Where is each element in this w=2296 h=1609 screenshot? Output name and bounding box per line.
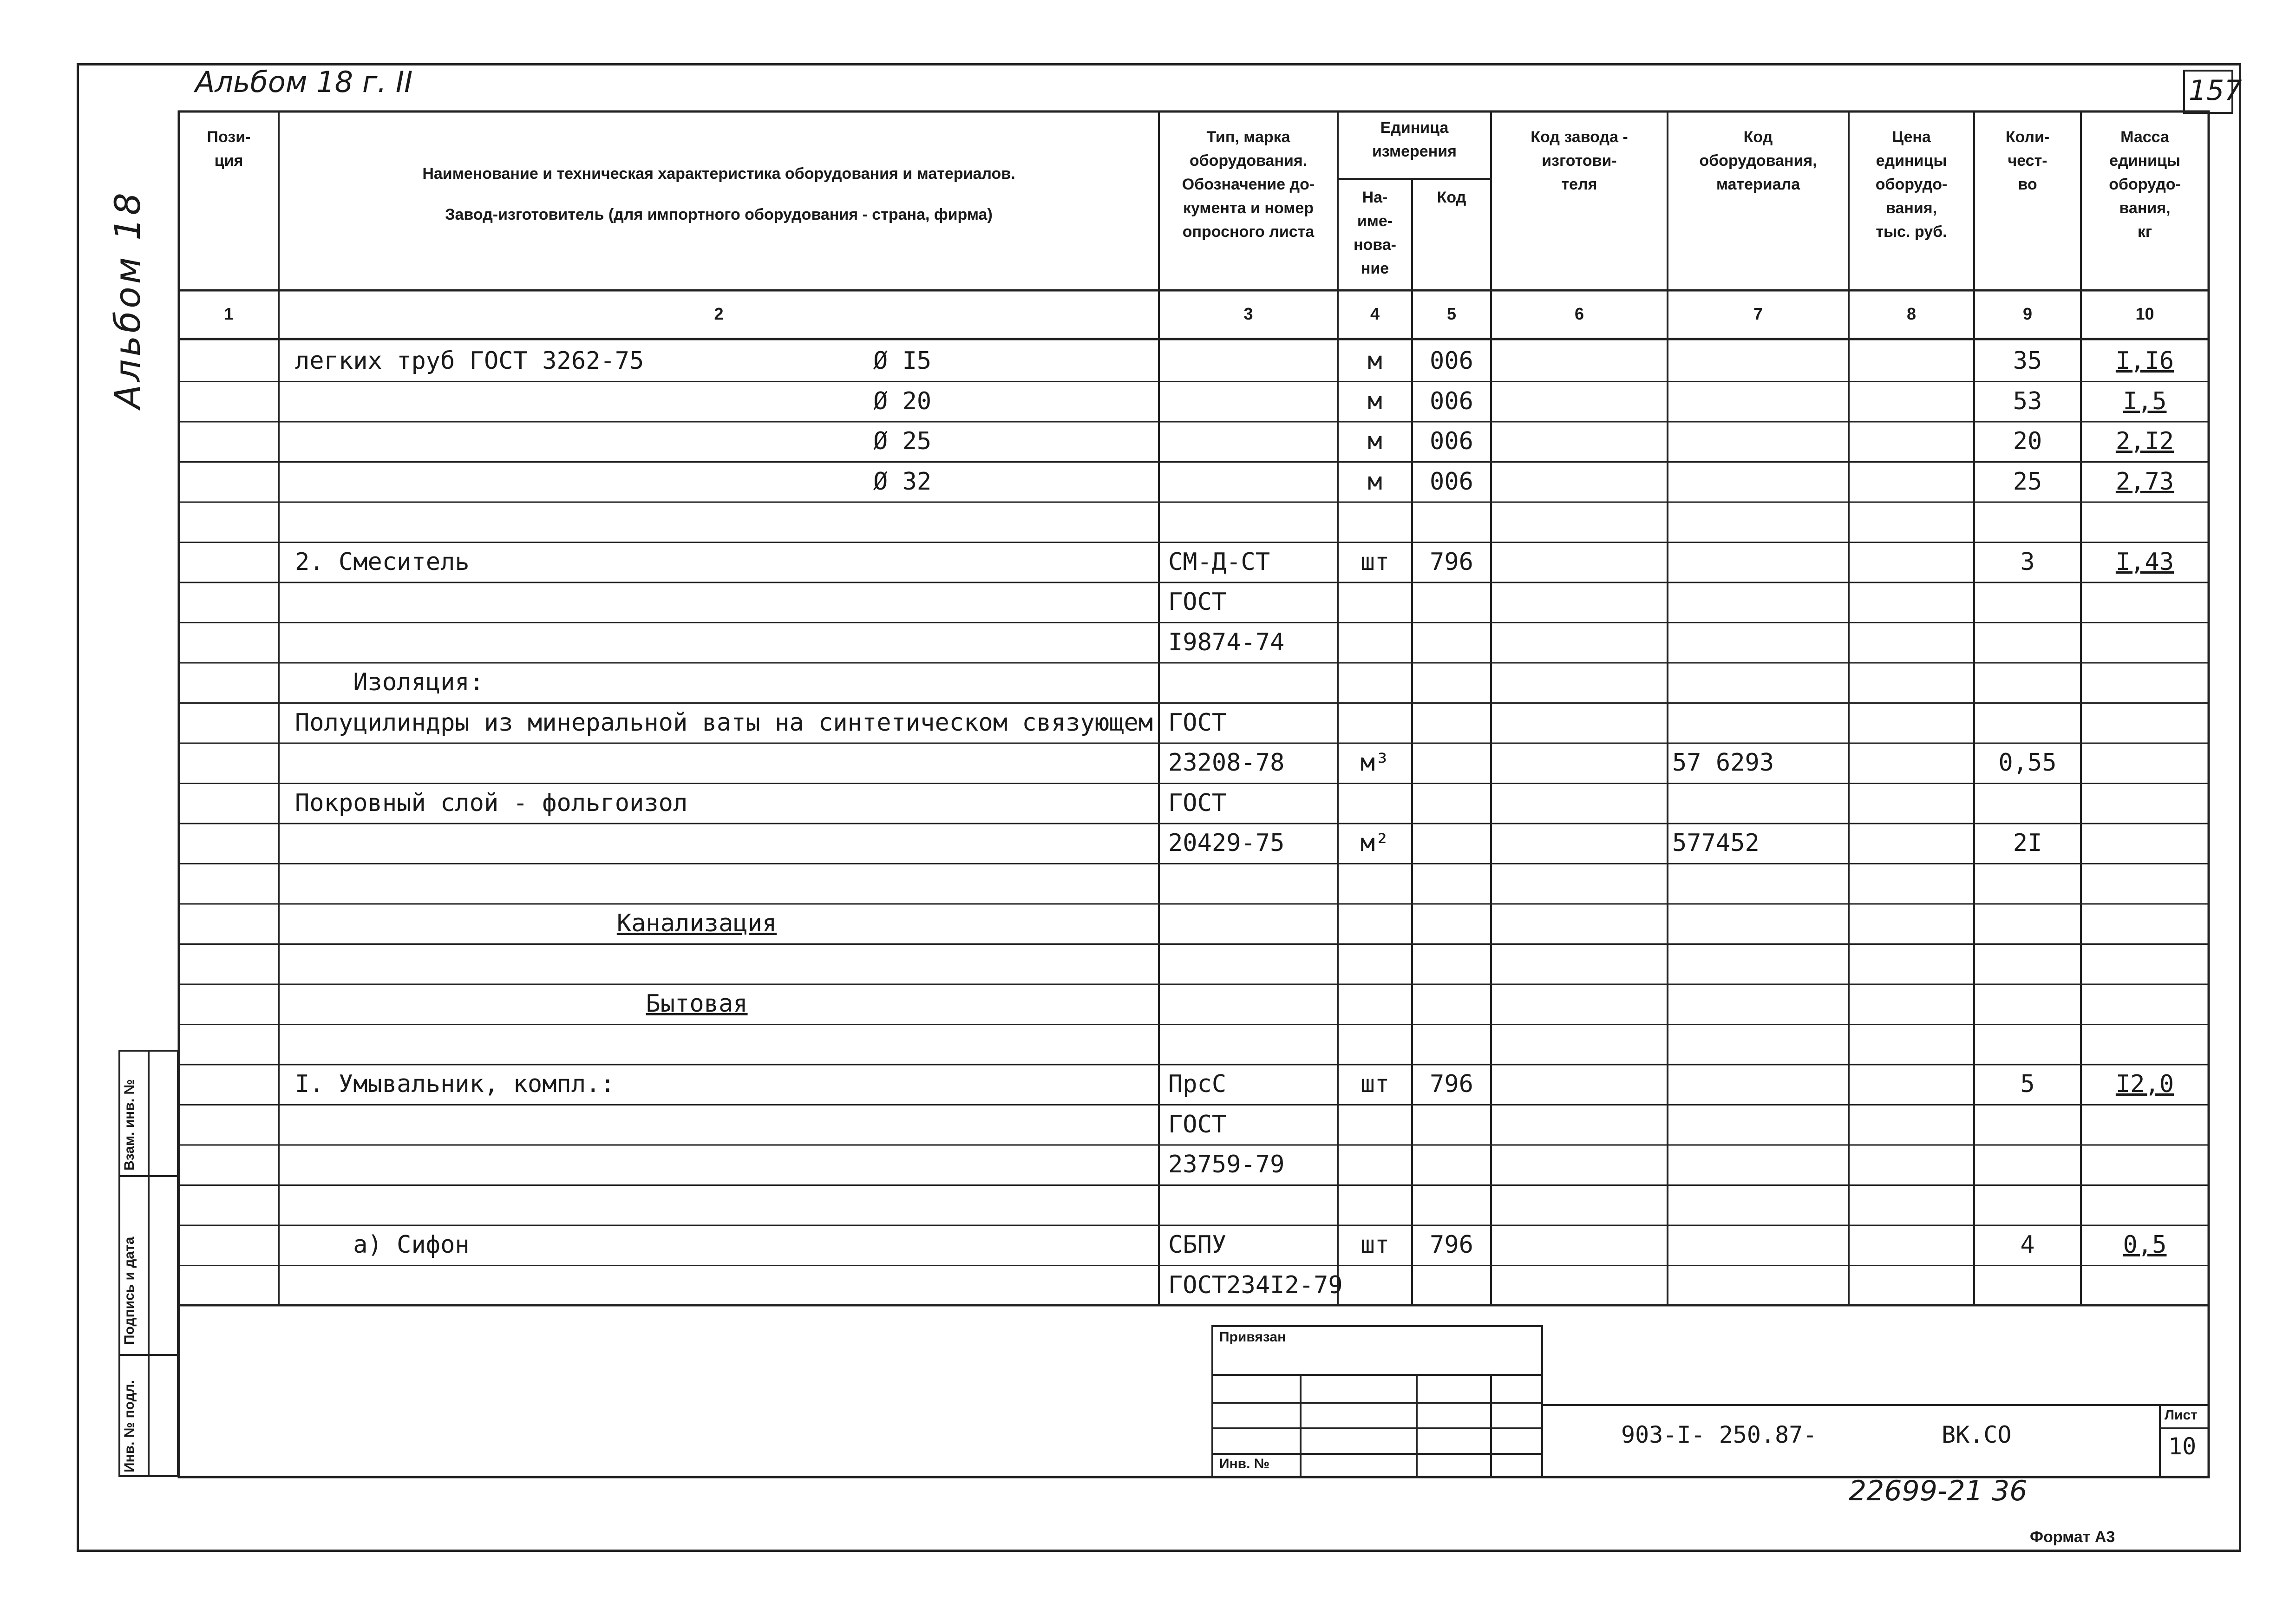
- item-unit: шт: [1360, 1231, 1390, 1259]
- item-name: легких труб ГОСТ 3262-75: [295, 347, 644, 375]
- item-unit-code: 006: [1430, 347, 1473, 375]
- stamp-inv-no: Инв. №: [1219, 1456, 1270, 1472]
- section-title: Бытовая: [646, 990, 748, 1018]
- col-header-7: Код оборудования, материала: [1699, 128, 1817, 193]
- item-equipment-code: 57 6293: [1672, 749, 1774, 777]
- item-mass: 2,73: [2115, 467, 2174, 496]
- item-unit: м³: [1360, 749, 1390, 777]
- item-unit: м: [1367, 387, 1382, 415]
- sheet-number: 10: [2168, 1433, 2197, 1460]
- item-diameter: Ø 32: [873, 467, 932, 496]
- item-type: 20429-75: [1168, 829, 1285, 857]
- item-type: 23759-79: [1168, 1151, 1285, 1178]
- item-quantity: 5: [2020, 1070, 2035, 1098]
- col-number-1: 1: [224, 304, 234, 323]
- item-quantity: 53: [2013, 387, 2042, 415]
- item-quantity: 3: [2020, 548, 2035, 576]
- col-number-3: 3: [1243, 304, 1253, 323]
- archive-number: 22699-21 36: [1849, 1475, 2028, 1507]
- sheet-label: Лист: [2165, 1407, 2198, 1423]
- unit-group-header: Единица измерения: [1372, 119, 1457, 160]
- col-header-1: Пози- ция: [207, 128, 251, 170]
- item-unit: м: [1367, 467, 1382, 496]
- item-unit: шт: [1360, 548, 1390, 576]
- stamp-privyazan: Привязан: [1219, 1329, 1286, 1345]
- item-name: а) Сифон: [295, 1231, 470, 1259]
- item-mass: I,43: [2115, 548, 2174, 576]
- item-unit-code: 006: [1430, 427, 1473, 455]
- item-quantity: 35: [2013, 347, 2042, 375]
- col-header-6: Код завода - изготови- теля: [1531, 128, 1628, 193]
- item-mass: I,I6: [2115, 347, 2174, 375]
- item-quantity: 4: [2020, 1231, 2035, 1259]
- format-label: Формат А3: [2030, 1528, 2115, 1546]
- item-type: ГОСТ: [1168, 588, 1227, 616]
- item-type: ГОСТ: [1168, 789, 1227, 817]
- col-header-8: Цена единицы оборудо- вания, тыс. руб.: [1875, 128, 1948, 241]
- item-name: Полуцилиндры из минеральной ваты на синтетическом связующем: [295, 708, 1153, 737]
- item-name: Изоляция:: [295, 668, 484, 696]
- item-type: ГОСТ234I2-79: [1168, 1271, 1343, 1299]
- col-header-9: Коли- чест- во: [2005, 128, 2050, 193]
- item-unit-code: 796: [1430, 1231, 1473, 1259]
- col-header-2: Наименование и техническая характеристика оборудования и материалов. Завод-изготовитель (для импортного оборудования - страна, фирма): [422, 165, 1015, 224]
- item-unit: шт: [1360, 1070, 1390, 1098]
- item-type: 23208-78: [1168, 749, 1285, 777]
- stamp-vzam: Взам. инв. №: [122, 1079, 137, 1171]
- item-unit: м: [1367, 427, 1382, 455]
- item-quantity: 20: [2013, 427, 2042, 455]
- stamp-podpis: Подпись и дата: [122, 1236, 137, 1345]
- col-number-5: 5: [1446, 304, 1457, 323]
- item-quantity: 25: [2013, 467, 2042, 496]
- item-type: СБПУ: [1168, 1231, 1227, 1259]
- item-diameter: Ø 20: [873, 387, 932, 415]
- col-number-8: 8: [1906, 304, 1917, 323]
- item-unit-code: 006: [1430, 467, 1473, 496]
- item-name: Покровный слой - фольгоизол: [295, 789, 688, 817]
- item-type: ГОСТ: [1168, 708, 1227, 737]
- item-type: ПрсС: [1168, 1070, 1227, 1098]
- item-quantity: 0,55: [1998, 749, 2057, 777]
- item-mass: 0,5: [2123, 1231, 2167, 1259]
- page-number: 157: [2189, 74, 2242, 107]
- item-unit: м²: [1360, 829, 1390, 857]
- item-quantity: 2I: [2013, 829, 2042, 857]
- col-header-3: Тип, марка оборудования. Обозначение до- кумента и номер опросного листа: [1182, 128, 1315, 241]
- item-unit-code: 796: [1430, 548, 1473, 576]
- stamp-inv-podl: Инв. № подл.: [122, 1380, 137, 1472]
- item-mass: I2,0: [2115, 1070, 2174, 1098]
- item-equipment-code: 577452: [1672, 829, 1760, 857]
- item-mass: 2,I2: [2115, 427, 2174, 455]
- item-diameter: Ø I5: [873, 347, 932, 375]
- col-header-4: На- име- нова- ние: [1354, 189, 1396, 277]
- item-name: I. Умывальник, компл.:: [295, 1070, 615, 1098]
- col-number-10: 10: [2135, 304, 2154, 323]
- item-type: I9874-74: [1168, 628, 1285, 656]
- item-name: 2. Смеситель: [295, 548, 470, 576]
- item-diameter: Ø 25: [873, 427, 932, 455]
- col-number-9: 9: [2022, 304, 2033, 323]
- side-album-label: Альбом 18: [107, 190, 148, 409]
- item-mass: I,5: [2123, 387, 2167, 415]
- item-unit-code: 796: [1430, 1070, 1473, 1098]
- col-number-7: 7: [1753, 304, 1763, 323]
- item-unit: м: [1367, 347, 1382, 375]
- section-title: Канализация: [616, 909, 777, 937]
- doc-suffix: ВК.СО: [1942, 1421, 2012, 1448]
- col-number-6: 6: [1574, 304, 1584, 323]
- item-type: СМ-Д-СТ: [1168, 548, 1270, 576]
- doc-code: 903-I- 250.87-: [1621, 1421, 1817, 1448]
- item-type: ГОСТ: [1168, 1110, 1227, 1138]
- col-number-2: 2: [714, 304, 724, 323]
- album-header: Альбом 18 г. II: [195, 65, 413, 99]
- item-unit-code: 006: [1430, 387, 1473, 415]
- col-number-4: 4: [1370, 304, 1380, 323]
- col-header-5: Код: [1437, 189, 1466, 206]
- col-header-10: Масса единицы оборудо- вания, кг: [2109, 128, 2181, 241]
